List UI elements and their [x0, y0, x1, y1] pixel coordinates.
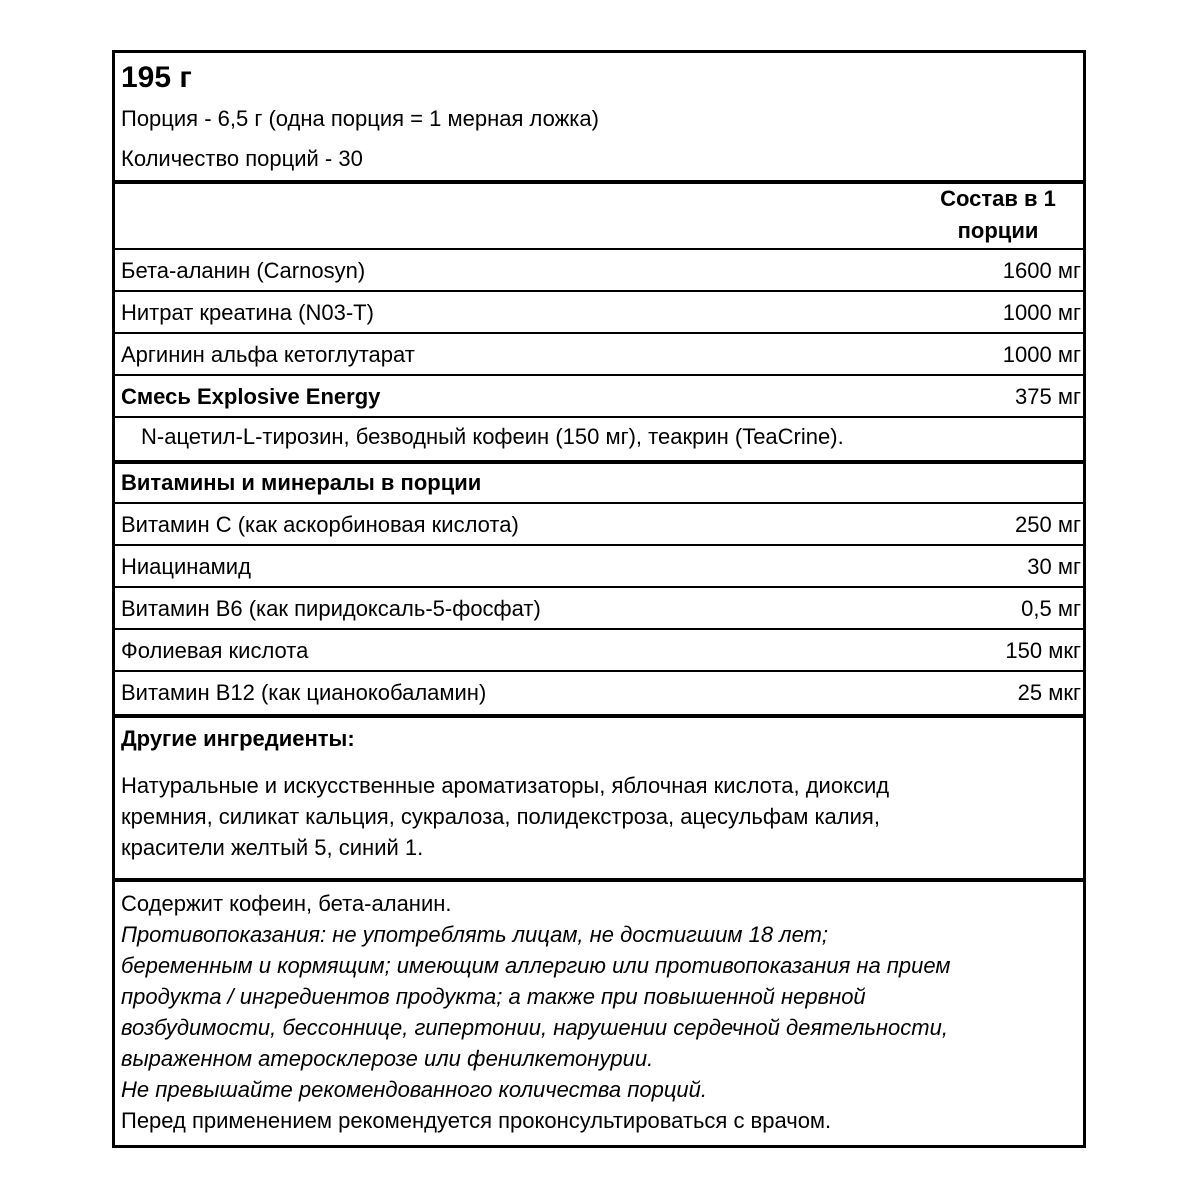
blend-description: N-ацетил-L-тирозин, безводный кофеин (150 мг), теакрин (TeaCrine).	[141, 424, 844, 449]
vitamin-name: Фолиевая кислота	[121, 638, 309, 663]
warnings-text	[121, 888, 1075, 1136]
vitamin-value: 250 мг	[1015, 512, 1081, 537]
ingredient-value: 1600 мг	[1002, 258, 1081, 283]
vitamin-value: 30 мг	[1027, 554, 1081, 579]
consult-doctor-notice: Перед применением рекомендуется проконсультироваться с врачом.	[121, 1108, 832, 1133]
vitamin-value: 0,5 мг	[1021, 596, 1081, 621]
other-ingredients-title: Другие ингредиенты:	[121, 726, 355, 751]
table-row	[115, 292, 1083, 334]
vitamins-section	[115, 460, 1083, 718]
ingredient-name: Аргинин альфа кетоглутарат	[121, 342, 415, 367]
vitamin-name: Витамин С (как аскорбиновая кислота)	[121, 512, 519, 537]
ingredient-name: Бета-аланин (Carnosyn)	[121, 258, 366, 283]
contraindications-line: Противопоказания: не употреблять лицам, не достигшим 18 лет;	[121, 922, 829, 947]
table-row	[115, 672, 1083, 712]
table-row	[115, 630, 1083, 672]
table-row	[115, 334, 1083, 376]
column-header-line2: порции	[957, 218, 1039, 243]
table-row	[115, 504, 1083, 546]
other-ingredients-line: красители желтый 5, синий 1.	[121, 835, 424, 860]
table-row	[115, 546, 1083, 588]
warnings-section	[115, 878, 1083, 1145]
ingredient-value: 1000 мг	[1002, 342, 1081, 367]
table-row	[115, 250, 1083, 292]
other-ingredients-section	[115, 714, 1083, 882]
vitamin-value: 25 мкг	[1017, 680, 1081, 705]
vitamin-name: Витамин В6 (как пиридоксаль-5-фосфат)	[121, 596, 541, 621]
serving-size: Порция - 6,5 г (одна порция = 1 мерная ложка)	[121, 106, 599, 131]
contains-notice: Содержит кофеин, бета-аланин.	[121, 891, 452, 916]
blend-value: 375 мг	[1015, 384, 1081, 409]
supplement-facts-label	[112, 50, 1086, 1148]
contraindications-line: беременным и кормящим; имеющим аллергию или противопоказания на прием	[121, 953, 951, 978]
contraindications-line: выраженном атеросклерозе или фенилкетонурии.	[121, 1046, 654, 1071]
contraindications-line: продукта / ингредиентов продукта; а также при повышенной нервной	[121, 984, 866, 1009]
servings-count: Количество порций - 30	[121, 146, 363, 171]
composition-header-row	[115, 180, 1083, 250]
blend-row	[115, 376, 1083, 418]
vitamin-name: Витамин В12 (как цианокобаламин)	[121, 680, 487, 705]
vitamin-name: Ниацинамид	[121, 554, 251, 579]
contraindications-line: возбудимости, бессоннице, гипертонии, нарушении сердечной деятельности,	[121, 1015, 948, 1040]
other-ingredients-line: кремния, силикат кальция, сукралоза, полидекстроза, ацесульфам калия,	[121, 804, 880, 829]
vitamins-title: Витамины и минералы в порции	[121, 470, 482, 495]
column-header-line1: Состав в 1	[940, 186, 1056, 211]
table-row	[115, 588, 1083, 630]
header-section	[115, 53, 1083, 184]
blend-name: Смесь Explosive Energy	[121, 384, 381, 409]
vitamin-value: 150 мкг	[1005, 638, 1081, 663]
other-ingredients-text	[121, 770, 1075, 863]
net-weight: 195 г	[121, 61, 192, 94]
ingredient-name: Нитрат креатина (N03-T)	[121, 300, 374, 325]
other-ingredients-line: Натуральные и искусственные ароматизаторы, яблочная кислота, диоксид	[121, 773, 890, 798]
vitamins-title-row	[115, 460, 1083, 504]
composition-section	[115, 180, 1083, 464]
dosage-limit-warning: Не превышайте рекомендованного количества порций.	[121, 1077, 708, 1102]
ingredient-value: 1000 мг	[1002, 300, 1081, 325]
